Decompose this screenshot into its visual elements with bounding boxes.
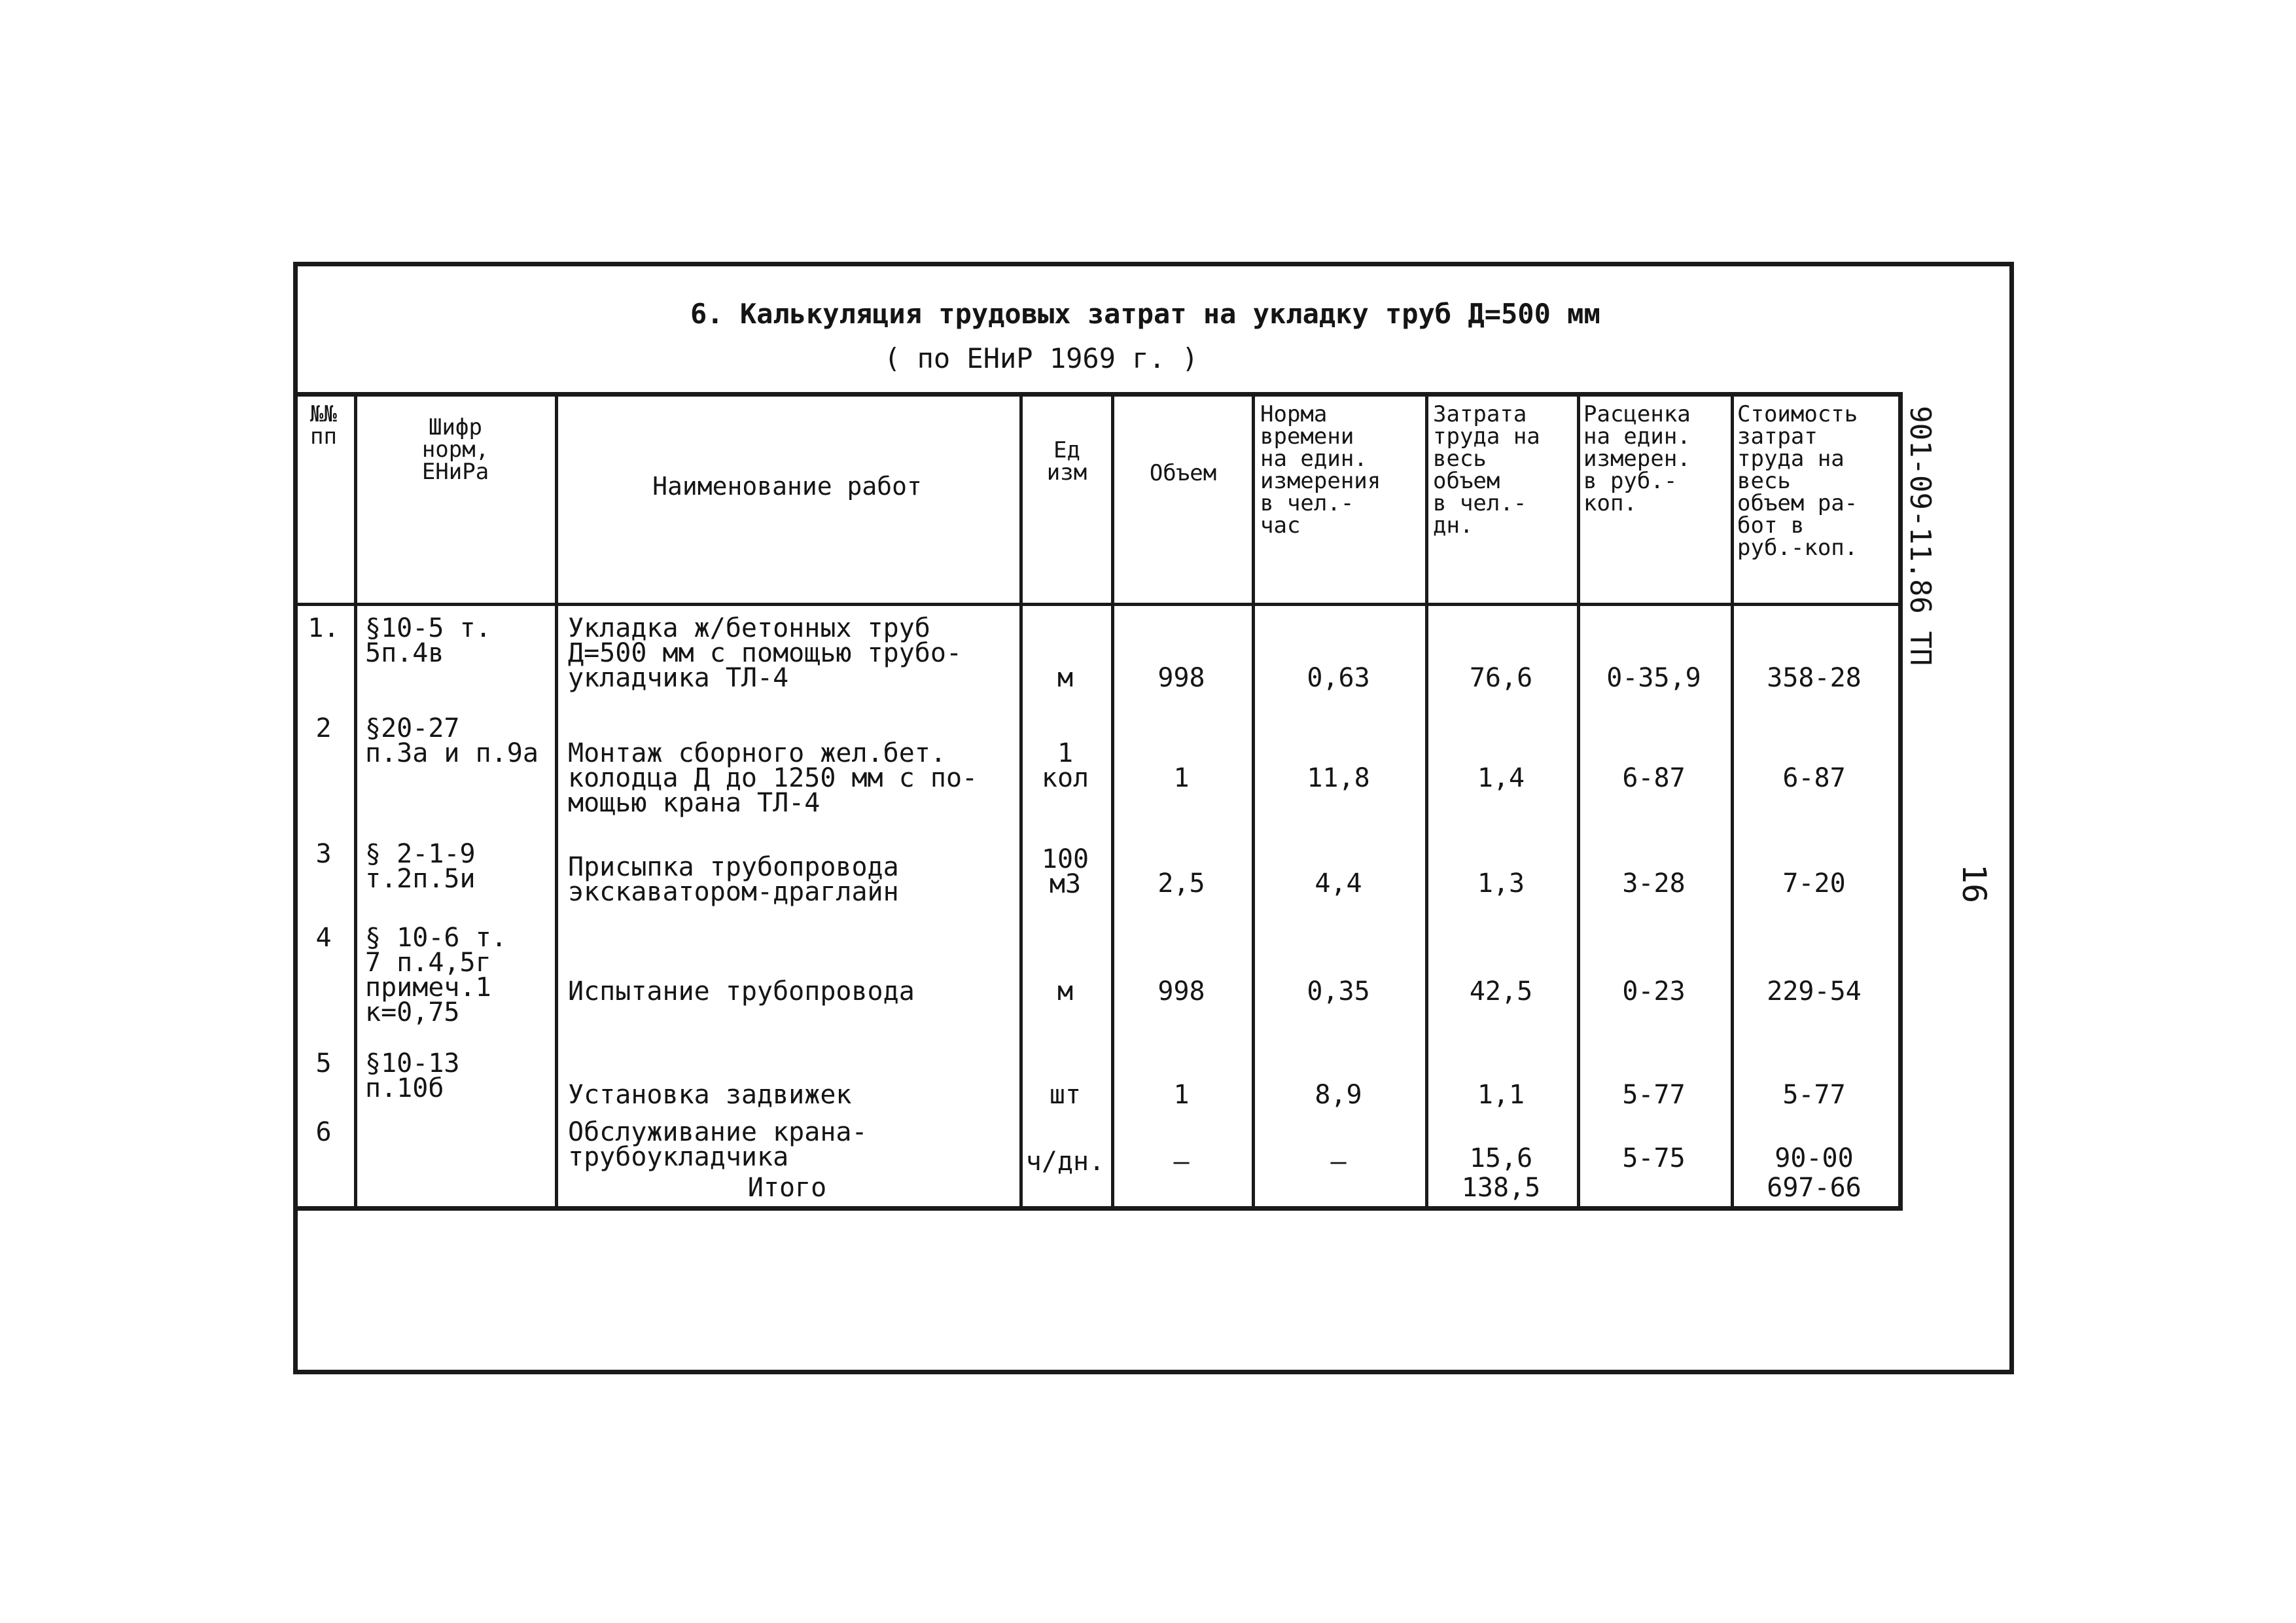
row-6-name: Обслуживание крана- трубоукладчика [568,1117,868,1172]
row-1-labor: 76,6 [1469,663,1533,693]
row-2-num: 2 [315,713,332,743]
row-3-volume: 2,5 [1157,868,1205,899]
title-area [298,266,2009,392]
row-5-num: 5 [315,1048,332,1079]
row-5-labor: 1,1 [1477,1080,1525,1110]
header-num: №№ пп [310,401,337,450]
row-6-unit: ч/дн. [1025,1147,1105,1177]
row-1-num: 1. [308,613,340,643]
row-3-code: § 2-1-9 т.2п.5и [365,839,476,894]
document-code: 901-09-11.86 ТП [1903,406,1937,666]
row-1-cost: 358-28 [1767,663,1862,693]
header-divider [293,603,1898,606]
row-5-norm: 8,9 [1315,1080,1362,1110]
row-2-rate: 6-87 [1622,763,1686,793]
row-5-cost: 5-77 [1782,1080,1846,1110]
row-3-cost: 7-20 [1782,868,1846,899]
row-4-name: Испытание трубопровода [568,976,915,1007]
row-3-name: Присыпка трубопровода экскаватором-драглайн [568,852,899,907]
row-1-rate: 0-35,9 [1606,663,1701,693]
row-3-unit: 100 м3 [1041,844,1089,899]
document-subtitle: ( по ЕНиР 1969 г. ) [884,342,1199,374]
row-5-code: §10-13 п.10б [365,1048,460,1103]
header-volume: Объем [1149,460,1217,486]
row-4-rate: 0-23 [1622,976,1686,1007]
row-3-labor: 1,3 [1477,868,1525,899]
row-4-norm: 0,35 [1307,976,1370,1007]
row-2-name: Монтаж сборного жел.бет. колодца Д до 1250 мм с по- мощью крана ТЛ-4 [568,738,978,818]
row-1-volume: 998 [1157,663,1205,693]
document-frame [293,262,2014,1374]
header-name: Наименование работ [652,472,922,501]
total-label: Итого [747,1173,827,1203]
column-divider [354,397,357,1206]
row-5-unit: шт [1049,1080,1082,1110]
header-cost: Стоимость затрат труда на весь объем ра- бот в руб.-коп. [1737,401,1858,561]
row-5-name: Установка задвижек [568,1080,852,1110]
header-norm: Норма времени на един. измерения в чел.- час [1260,401,1381,539]
row-4-code: § 10-6 т. 7 п.4,5г примеч.1 к=0,75 [365,923,507,1027]
row-6-labor: 15,6 [1469,1143,1533,1173]
header-code: Шифр норм, ЕНиРа [421,414,489,485]
document-title: 6. Калькуляция трудовых затрат на укладку труб Д=500 мм [690,298,1600,330]
row-4-num: 4 [315,923,332,953]
header-labor: Затрата труда на весь объем в чел.- дн. [1433,401,1540,539]
row-2-labor: 1,4 [1477,763,1525,793]
row-3-rate: 3-28 [1622,868,1686,899]
row-6-volume: – [1173,1147,1190,1177]
header-unit: Ед изм [1046,437,1087,486]
row-2-unit: 1 кол [1041,738,1089,793]
total-labor: 138,5 [1461,1173,1541,1203]
row-3-norm: 4,4 [1315,868,1362,899]
row-6-rate: 5-75 [1622,1143,1686,1173]
row-2-code: §20-27 п.3а и п.9а [365,713,539,768]
row-4-labor: 42,5 [1469,976,1533,1007]
row-5-rate: 5-77 [1622,1080,1686,1110]
row-5-volume: 1 [1173,1080,1190,1110]
row-2-cost: 6-87 [1782,763,1846,793]
row-1-name: Укладка ж/бетонных труб Д=500 мм с помощью трубо- укладчика ТЛ-4 [568,613,963,693]
row-1-code: §10-5 т. 5п.4в [365,613,491,668]
row-2-norm: 11,8 [1307,763,1370,793]
row-1-norm: 0,63 [1307,663,1370,693]
page-number: 16 [1955,864,1993,904]
header-rate: Расценка на един. измерен. в руб.- коп. [1583,401,1691,516]
row-3-num: 3 [315,839,332,869]
row-4-volume: 998 [1157,976,1205,1007]
row-4-cost: 229-54 [1767,976,1862,1007]
row-1-unit: м [1057,663,1074,693]
row-4-unit: м [1057,976,1074,1007]
column-divider [555,397,558,1206]
row-6-norm: – [1330,1147,1347,1177]
total-cost: 697-66 [1767,1173,1862,1203]
row-6-cost: 90-00 [1775,1143,1854,1173]
row-6-num: 6 [315,1117,332,1147]
row-2-volume: 1 [1173,763,1190,793]
labor-cost-table [293,392,1903,1211]
